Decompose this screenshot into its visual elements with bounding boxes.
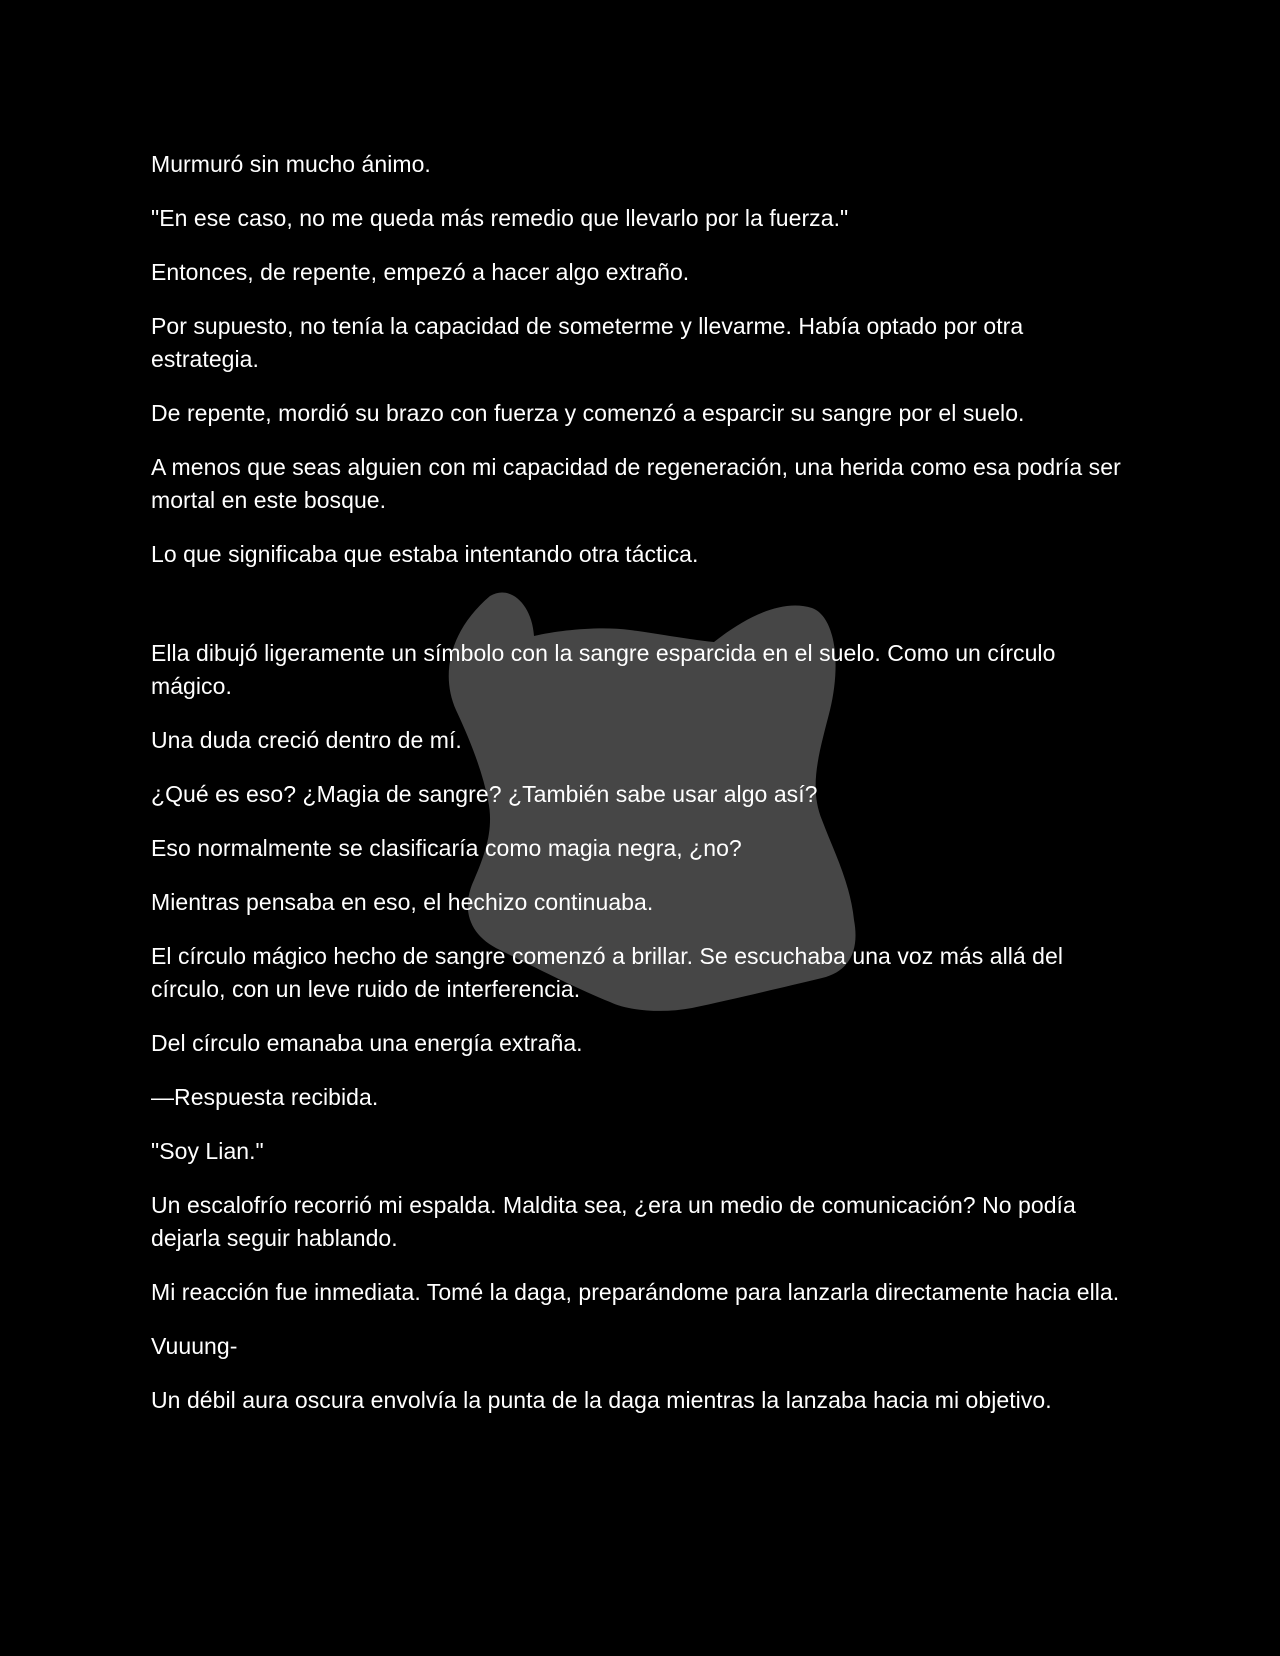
paragraph: El círculo mágico hecho de sangre comenzó a brillar. Se escuchaba una voz más allá del círculo, con un leve ruido de interferencia.: [151, 943, 1064, 1002]
paragraph: De repente, mordió su brazo con fuerza y comenzó a esparcir su sangre por el suelo.: [151, 400, 1025, 426]
paragraph: Por supuesto, no tenía la capacidad de someterme y llevarme. Había optado por otra estrategia.: [151, 313, 1024, 372]
paragraph: Del círculo emanaba una energía extraña.: [151, 1030, 583, 1056]
paragraph: Lo que significaba que estaba intentando otra táctica.: [151, 541, 699, 567]
paragraph: "Soy Lian.": [151, 1138, 264, 1164]
paragraph: Entonces, de repente, empezó a hacer algo extraño.: [151, 259, 690, 285]
paragraph: Mientras pensaba en eso, el hechizo continuaba.: [151, 889, 654, 915]
paragraph: —Respuesta recibida.: [151, 1084, 379, 1110]
paragraph: Un escalofrío recorrió mi espalda. Maldita sea, ¿era un medio de comunicación? No podía dejarla seguir hablando.: [151, 1192, 1076, 1251]
paragraph: "En ese caso, no me queda más remedio que llevarlo por la fuerza.": [151, 205, 849, 231]
paragraph: Mi reacción fue inmediata. Tomé la daga, preparándome para lanzarla directamente hacia ella.: [151, 1279, 1120, 1305]
paragraph: Ella dibujó ligeramente un símbolo con la sangre esparcida en el suelo. Como un círculo mágico.: [151, 640, 1056, 699]
story-text: [151, 148, 1136, 1438]
paragraph: Un débil aura oscura envolvía la punta de la daga mientras la lanzaba hacia mi objetivo.: [151, 1387, 1052, 1413]
paragraph: ¿Qué es eso? ¿Magia de sangre? ¿También sabe usar algo así?: [151, 781, 818, 807]
paragraph: Vuuung-: [151, 1333, 238, 1359]
paragraph: A menos que seas alguien con mi capacidad de regeneración, una herida como esa podría ser mortal en este bosque.: [151, 454, 1121, 513]
paragraph: Murmuró sin mucho ánimo.: [151, 151, 431, 177]
paragraph: Una duda creció dentro de mí.: [151, 727, 462, 753]
paragraph: Eso normalmente se clasificaría como magia negra, ¿no?: [151, 835, 742, 861]
